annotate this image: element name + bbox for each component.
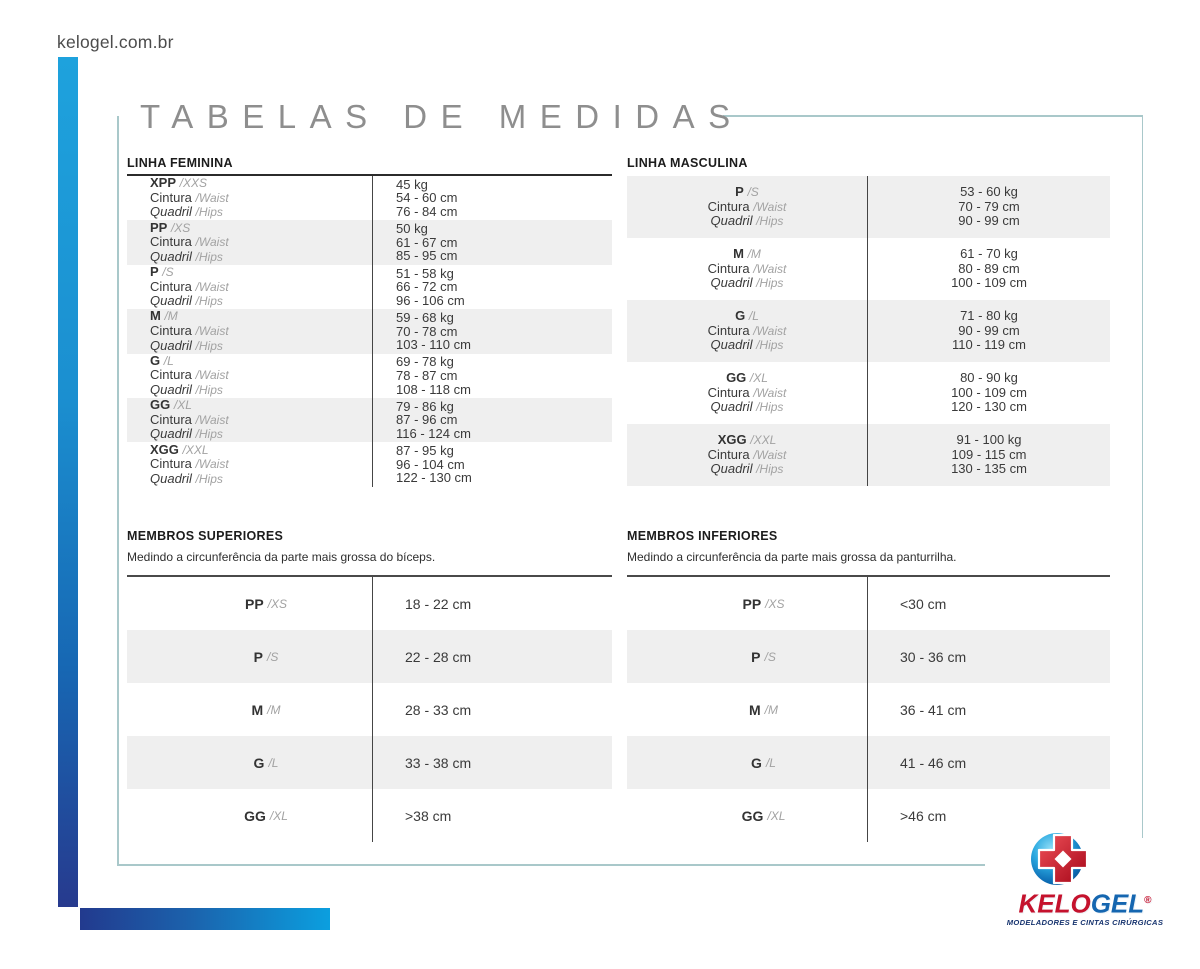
waist-range: 61 - 67 cm <box>396 234 458 250</box>
waist-label-intl: /Waist <box>195 190 229 205</box>
waist-label: Cintura <box>150 234 192 250</box>
waist-label: Cintura <box>150 189 192 205</box>
size-code: G <box>253 754 265 771</box>
size-code: XGG <box>150 441 179 457</box>
page-title: TABELAS DE MEDIDAS <box>140 98 744 135</box>
hips-label: Quadril <box>150 470 192 486</box>
waist-label-intl: /Waist <box>195 235 229 250</box>
size-code: PP <box>150 219 168 235</box>
hips-label: Quadril <box>710 461 753 477</box>
size-row <box>127 442 612 486</box>
waist-label: Cintura <box>707 198 750 214</box>
hips-label: Quadril <box>150 337 192 353</box>
hips-range: 130 - 135 cm <box>951 461 1027 477</box>
size-code-intl: /M <box>764 702 778 717</box>
size-code-intl: /S <box>162 265 174 280</box>
kelogel-wordmark-red: KELO <box>1018 888 1091 919</box>
waist-label-intl: /Waist <box>753 261 787 276</box>
waist-label-intl: /Waist <box>753 385 787 400</box>
size-code: P <box>735 183 744 199</box>
size-code: GG <box>741 807 764 824</box>
size-row <box>127 176 612 220</box>
hips-label-intl: /Hips <box>756 400 784 415</box>
linha-masculina-rows <box>627 176 1110 486</box>
size-row <box>127 736 612 789</box>
hips-label-intl: /Hips <box>195 205 223 220</box>
hips-range: 103 - 110 cm <box>396 337 471 353</box>
size-code-intl: /XS <box>765 596 785 611</box>
hips-label: Quadril <box>150 204 192 220</box>
weight-range: 79 - 86 kg <box>396 398 454 414</box>
waist-label-intl: /Waist <box>753 199 787 214</box>
size-row <box>127 683 612 736</box>
hips-label-intl: /Hips <box>195 249 223 264</box>
hips-label-intl: /Hips <box>756 214 784 229</box>
registered-mark: ® <box>1144 895 1152 906</box>
weight-range: 45 kg <box>396 176 428 192</box>
size-row <box>627 630 1110 683</box>
weight-range: 71 - 80 kg <box>960 307 1018 323</box>
size-code: M <box>251 701 264 718</box>
kelogel-wordmark-blue: GEL <box>1090 888 1145 919</box>
size-code: XPP <box>150 175 177 191</box>
bottom-accent-bar <box>80 908 330 930</box>
membros-inferiores-description: Medindo a circunferência da parte mais grossa da panturrilha. <box>627 550 957 564</box>
size-row <box>127 577 612 630</box>
waist-range: 87 - 96 cm <box>396 412 458 428</box>
medical-cross-icon <box>1030 831 1094 889</box>
waist-label-intl: /Waist <box>195 457 229 472</box>
waist-label: Cintura <box>707 446 750 462</box>
membros-superiores-table <box>127 529 612 842</box>
waist-range: 109 - 115 cm <box>951 446 1027 462</box>
measure-range: 41 - 46 cm <box>900 754 967 771</box>
hips-range: 116 - 124 cm <box>396 425 471 441</box>
measure-range: 30 - 36 cm <box>900 648 967 665</box>
size-row <box>627 683 1110 736</box>
measure-range: 33 - 38 cm <box>405 754 472 771</box>
size-row <box>127 789 612 842</box>
membros-inferiores-rows <box>627 575 1110 842</box>
measure-range: 28 - 33 cm <box>405 701 472 718</box>
size-row <box>127 220 612 264</box>
kelogel-tagline: MODELADORES E CINTAS CIRÚRGICAS <box>1006 917 1164 927</box>
hips-range: 76 - 84 cm <box>396 203 458 219</box>
kelogel-wordmark <box>1000 888 1170 919</box>
size-code: M <box>748 701 761 718</box>
hips-label-intl: /Hips <box>756 276 784 291</box>
waist-label: Cintura <box>707 384 750 400</box>
size-code-intl: /XS <box>267 596 288 611</box>
size-row <box>627 300 1110 362</box>
size-row <box>627 736 1110 789</box>
size-code-intl: /L <box>268 755 279 770</box>
waist-label: Cintura <box>150 323 192 339</box>
hips-label: Quadril <box>710 275 753 291</box>
frame-border-left <box>117 116 119 865</box>
hips-label: Quadril <box>150 382 192 398</box>
waist-label: Cintura <box>150 411 192 427</box>
weight-range: 91 - 100 kg <box>956 431 1022 447</box>
membros-inferiores-table <box>627 529 1110 842</box>
waist-label: Cintura <box>150 278 192 294</box>
size-code: GG <box>150 397 171 413</box>
waist-label: Cintura <box>707 322 750 338</box>
waist-label-intl: /Waist <box>195 412 229 427</box>
size-row <box>627 362 1110 424</box>
size-code: M <box>150 308 161 324</box>
waist-range: 70 - 79 cm <box>958 198 1020 214</box>
size-code: P <box>150 264 159 280</box>
hips-range: 85 - 95 cm <box>396 248 458 264</box>
size-row <box>627 424 1110 486</box>
size-code: G <box>735 307 746 323</box>
waist-range: 66 - 72 cm <box>396 279 458 295</box>
size-code-intl: /L <box>765 755 776 770</box>
size-code-intl: /S <box>764 649 776 664</box>
site-url: kelogel.com.br <box>57 32 174 52</box>
size-code: XGG <box>717 431 747 447</box>
waist-label-intl: /Waist <box>195 368 229 383</box>
hips-range: 96 - 106 cm <box>396 292 465 308</box>
linha-feminina-title: LINHA FEMININA <box>127 156 612 176</box>
waist-label: Cintura <box>707 260 750 276</box>
waist-range: 70 - 78 cm <box>396 323 458 339</box>
size-row <box>627 176 1110 238</box>
size-row <box>627 577 1110 630</box>
membros-superiores-description: Medindo a circunferência da parte mais grossa do bíceps. <box>127 550 436 564</box>
size-code-intl: /XS <box>170 220 191 235</box>
measure-range: 18 - 22 cm <box>405 595 472 612</box>
size-code-intl: /XL <box>269 808 288 823</box>
size-code: P <box>751 648 761 665</box>
waist-label: Cintura <box>150 456 192 472</box>
size-code-intl: /XXL <box>750 432 777 447</box>
membros-superiores-title: MEMBROS SUPERIORES <box>127 529 284 543</box>
size-row <box>127 354 612 398</box>
size-row <box>127 265 612 309</box>
weight-range: 59 - 68 kg <box>396 309 454 325</box>
size-code-intl: /L <box>748 308 759 323</box>
weight-range: 51 - 58 kg <box>396 265 454 281</box>
weight-range: 53 - 60 kg <box>960 183 1018 199</box>
waist-range: 78 - 87 cm <box>396 367 458 383</box>
size-code: PP <box>742 595 762 612</box>
hips-label-intl: /Hips <box>195 471 223 486</box>
membros-inferiores-title: MEMBROS INFERIORES <box>627 529 778 543</box>
size-row <box>127 630 612 683</box>
size-code-intl: /XL <box>173 398 192 413</box>
hips-range: 90 - 99 cm <box>958 213 1020 229</box>
size-row <box>127 309 612 353</box>
weight-range: 50 kg <box>396 221 428 237</box>
hips-range: 110 - 119 cm <box>952 337 1026 353</box>
weight-range: 61 - 70 kg <box>960 245 1018 261</box>
size-code-intl: /L <box>163 353 174 368</box>
hips-label: Quadril <box>150 248 192 264</box>
size-code-intl: /XL <box>767 808 786 823</box>
hips-label-intl: /Hips <box>195 294 223 309</box>
size-code: G <box>751 754 762 771</box>
size-code: GG <box>726 369 747 385</box>
size-code-intl: /XXS <box>179 176 207 191</box>
hips-range: 122 - 130 cm <box>396 470 472 486</box>
measure-range: >38 cm <box>405 807 452 824</box>
waist-range: 100 - 109 cm <box>951 384 1027 400</box>
size-code-intl: /M <box>164 309 178 324</box>
hips-label-intl: /Hips <box>195 427 223 442</box>
waist-label-intl: /Waist <box>753 323 787 338</box>
frame-border-top <box>723 115 1143 117</box>
frame-border-right <box>1142 115 1144 838</box>
hips-label: Quadril <box>710 399 753 415</box>
size-code: G <box>150 352 161 368</box>
linha-masculina-table <box>627 156 1110 486</box>
weight-range: 80 - 90 kg <box>960 369 1018 385</box>
waist-label: Cintura <box>150 367 192 383</box>
linha-feminina-rows <box>127 176 612 487</box>
measure-range: >46 cm <box>900 807 947 824</box>
size-code: P <box>253 648 263 665</box>
hips-label: Quadril <box>710 337 753 353</box>
size-code: GG <box>244 807 266 824</box>
size-row <box>627 238 1110 300</box>
waist-range: 96 - 104 cm <box>396 456 465 472</box>
hips-range: 108 - 118 cm <box>396 381 471 397</box>
size-code-intl: /S <box>267 649 279 664</box>
hips-label-intl: /Hips <box>756 338 784 353</box>
hips-label-intl: /Hips <box>195 383 223 398</box>
linha-masculina-title: LINHA MASCULINA <box>627 156 748 170</box>
waist-range: 90 - 99 cm <box>958 322 1020 338</box>
hips-range: 100 - 109 cm <box>951 275 1027 291</box>
linha-feminina-table <box>127 156 612 487</box>
kelogel-logo <box>1000 831 1170 927</box>
waist-label-intl: /Waist <box>753 447 787 462</box>
measure-range: 22 - 28 cm <box>405 648 472 665</box>
waist-label-intl: /Waist <box>195 324 229 339</box>
size-code: PP <box>244 595 264 612</box>
measure-range: 36 - 41 cm <box>900 701 967 718</box>
waist-label-intl: /Waist <box>195 279 229 294</box>
weight-range: 69 - 78 kg <box>396 354 454 370</box>
waist-range: 80 - 89 cm <box>958 260 1020 276</box>
size-code: M <box>733 245 744 261</box>
hips-label: Quadril <box>150 293 192 309</box>
hips-label: Quadril <box>710 213 753 229</box>
waist-range: 54 - 60 cm <box>396 190 458 206</box>
measure-range: <30 cm <box>900 595 947 612</box>
size-code-intl: /M <box>747 246 761 261</box>
size-code-intl: /XL <box>749 370 768 385</box>
weight-range: 87 - 95 kg <box>396 443 454 459</box>
membros-superiores-rows <box>127 575 612 842</box>
hips-label-intl: /Hips <box>756 462 784 477</box>
size-row <box>127 398 612 442</box>
size-code-intl: /XXL <box>182 442 209 457</box>
size-code-intl: /M <box>267 702 281 717</box>
left-accent-bar <box>58 57 78 907</box>
hips-range: 120 - 130 cm <box>951 399 1027 415</box>
hips-label-intl: /Hips <box>195 338 223 353</box>
size-code-intl: /S <box>747 184 759 199</box>
hips-label: Quadril <box>150 426 192 442</box>
frame-border-bottom <box>117 864 985 866</box>
